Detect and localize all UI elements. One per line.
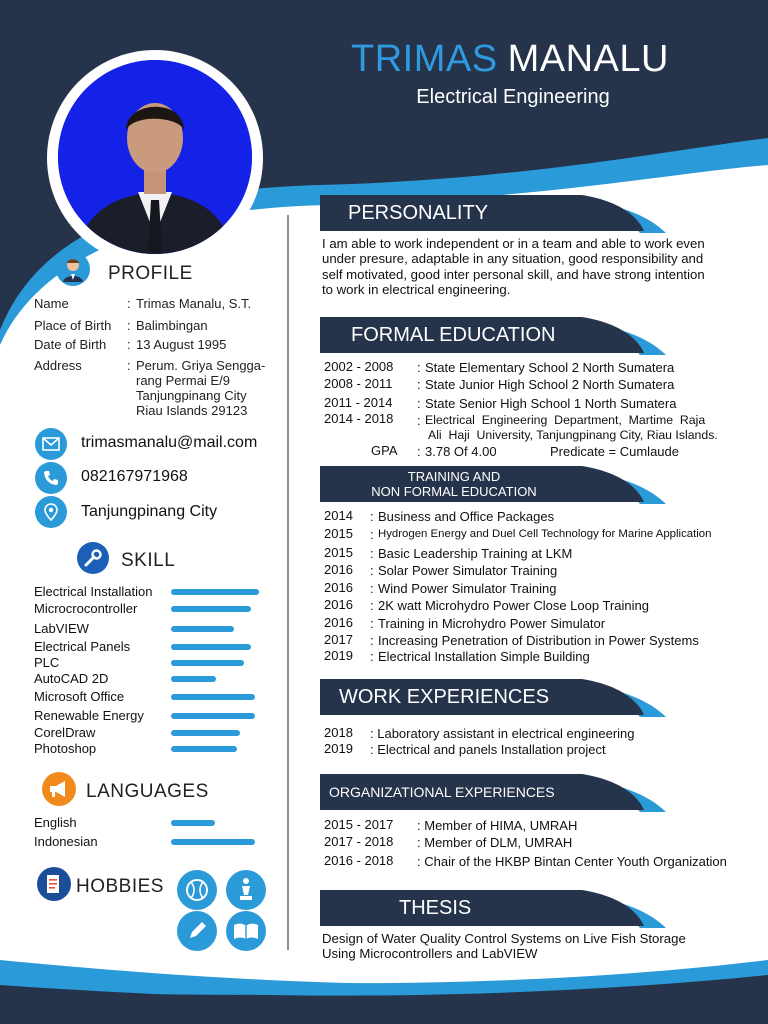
training-year: 2016 xyxy=(324,562,353,577)
training-heading-line: NON FORMAL EDUCATION xyxy=(371,484,537,499)
education-school-line2: Ali Haji University, Tanjungpinang City, Riau Islands. xyxy=(428,428,718,442)
personality-line: I am able to work independent or in a team and able to work even xyxy=(322,236,705,251)
profile-value-address-line: rang Permai E/9 xyxy=(136,373,230,388)
training-colon: : xyxy=(370,581,374,596)
location-pin-icon xyxy=(35,496,67,528)
org-years: 2016 - 2018 xyxy=(324,853,394,868)
personality-line: self motivated, good inter personal skill, and have strong intention xyxy=(322,266,705,282)
education-school: Electrical Engineering Department, Martime Raja xyxy=(425,413,706,427)
user-icon xyxy=(56,252,90,286)
organizational-heading: ORGANIZATIONAL EXPERIENCES xyxy=(329,784,555,800)
language-label: Indonesian xyxy=(34,834,98,849)
training-colon: : xyxy=(370,527,374,542)
last-name: MANALU xyxy=(507,38,669,80)
profile-value-address-line: Tanjungpinang City xyxy=(136,388,247,403)
skill-label: Electrical Panels xyxy=(34,639,131,654)
profile-value-birthplace: Balimbingan xyxy=(136,318,208,333)
skill-level-bar xyxy=(171,589,259,595)
profile-colon: : xyxy=(127,358,131,373)
personality-line: under presure, adaptable in any situation, good responsibility and xyxy=(322,251,704,267)
education-colon: : xyxy=(417,396,421,411)
org-years: 2015 - 2017 xyxy=(324,817,394,832)
skill-level-bar xyxy=(171,694,255,700)
training-colon: : xyxy=(370,649,374,664)
org-text: Member of DLM, UMRAH xyxy=(424,835,573,850)
personality-text xyxy=(322,236,705,298)
org-text: Member of HIMA, UMRAH xyxy=(424,818,578,833)
org-item: : Member of DLM, UMRAH xyxy=(417,835,573,850)
work-text: Laboratory assistant in electrical engineering xyxy=(377,726,635,741)
training-item: Solar Power Simulator Training xyxy=(378,563,558,578)
profile-colon: : xyxy=(127,318,131,333)
org-item: : Member of HIMA, UMRAH xyxy=(417,818,578,833)
skill-label: Microcrocontroller xyxy=(34,601,138,616)
skill-label: Renewable Energy xyxy=(34,708,144,723)
profile-value-address-line: Perum. Griya Sengga- xyxy=(136,358,266,373)
formal-education-heading: FORMAL EDUCATION xyxy=(351,323,556,346)
training-year: 2015 xyxy=(324,545,353,560)
email-address[interactable]: trimasmanalu@mail.com xyxy=(81,434,258,451)
education-years: 2014 - 2018 xyxy=(324,411,394,426)
profile-label-address: Address xyxy=(34,358,82,373)
skill-level-bar xyxy=(171,676,216,682)
thesis-line: Using Microcontrollers and LabVIEW xyxy=(322,946,538,962)
training-colon: : xyxy=(370,598,374,613)
profile-heading: PROFILE xyxy=(108,263,193,284)
skill-label: PLC xyxy=(34,655,60,670)
hobbies-heading: HOBBIES xyxy=(76,876,164,897)
work-item: : Electrical and panels Installation project xyxy=(370,742,606,757)
training-year: 2015 xyxy=(324,526,353,541)
skill-level-bar xyxy=(171,626,234,632)
education-school: State Senior High School 1 North Sumatera xyxy=(425,396,677,411)
chess-piece-icon xyxy=(226,870,266,910)
skill-label: Microsoft Office xyxy=(34,689,125,704)
profile-colon: : xyxy=(127,296,131,311)
training-colon: : xyxy=(370,563,374,578)
personality-heading: PERSONALITY xyxy=(348,201,489,224)
profile-label-birthplace: Place of Birth xyxy=(34,318,112,333)
megaphone-icon xyxy=(42,772,76,806)
skill-level-bar xyxy=(171,660,244,666)
document-icon xyxy=(37,867,71,901)
training-year: 2014 xyxy=(324,508,353,523)
education-years: 2011 - 2014 xyxy=(324,395,393,410)
work-item: : Laboratory assistant in electrical engineering xyxy=(370,726,635,741)
training-item: Hydrogen Energy and Duel Cell Technology for Marine Application xyxy=(378,528,712,540)
skill-level-bar xyxy=(171,746,237,752)
gpa-value: 3.78 Of 4.00 xyxy=(425,444,497,459)
work-year: 2019 xyxy=(324,741,353,756)
book-icon xyxy=(226,911,266,951)
email-icon xyxy=(35,428,67,460)
org-years: 2017 - 2018 xyxy=(324,834,394,849)
education-colon: : xyxy=(417,377,421,392)
education-colon: : xyxy=(417,413,421,428)
skill-label: Photoshop xyxy=(34,741,97,756)
education-years: 2002 - 2008 xyxy=(324,359,394,374)
profile-value-birthdate: 13 August 1995 xyxy=(136,337,227,352)
language-level-bar xyxy=(171,820,215,826)
gpa-predicate: Predicate = Cumlaude xyxy=(550,444,679,459)
column-divider xyxy=(287,215,289,950)
skill-level-bar xyxy=(171,644,251,650)
first-name: TRIMAS xyxy=(351,38,498,80)
training-heading xyxy=(320,466,588,502)
org-text: Chair of the HKBP Bintan Center Youth Organization xyxy=(424,854,727,869)
profession-subtitle: Electrical Engineering xyxy=(416,86,610,108)
profile-photo xyxy=(58,60,252,254)
language-level-bar xyxy=(171,839,255,845)
training-colon: : xyxy=(370,509,374,524)
profile-label-birthdate: Date of Birth xyxy=(34,337,107,352)
education-colon: : xyxy=(417,360,421,375)
pencil-icon xyxy=(177,911,217,951)
phone-icon xyxy=(35,462,67,494)
skill-label: AutoCAD 2D xyxy=(34,671,109,686)
work-year: 2018 xyxy=(324,725,353,740)
skill-level-bar xyxy=(171,606,251,612)
languages-heading: LANGUAGES xyxy=(86,781,209,802)
training-item: Business and Office Packages xyxy=(378,509,555,524)
training-year: 2016 xyxy=(324,597,353,612)
thesis-heading: THESIS xyxy=(399,896,472,919)
language-label: English xyxy=(34,815,77,830)
training-item: Electrical Installation Simple Building xyxy=(378,649,590,664)
personality-line: to work in electrical engineering. xyxy=(322,282,511,298)
training-year: 2016 xyxy=(324,580,353,595)
skill-label: CorelDraw xyxy=(34,725,96,740)
phone-number[interactable]: 082167971968 xyxy=(81,468,188,485)
gpa-label: GPA xyxy=(371,443,398,458)
training-year: 2019 xyxy=(324,648,353,663)
thesis-text xyxy=(322,931,686,962)
profile-colon: : xyxy=(127,337,131,352)
training-colon: : xyxy=(370,633,374,648)
profile-value-address-line: Riau Islands 29123 xyxy=(136,403,248,418)
skill-label: LabVIEW xyxy=(34,621,89,636)
profile-label-name: Name xyxy=(34,296,69,311)
skill-level-bar xyxy=(171,730,240,736)
candidate-name xyxy=(300,38,720,81)
profile-value-name: Trimas Manalu, S.T. xyxy=(136,296,252,311)
gpa-colon: : xyxy=(417,444,421,459)
location-text: Tanjungpinang City xyxy=(81,503,218,520)
training-colon: : xyxy=(370,616,374,631)
thesis-line: Design of Water Quality Control Systems on Live Fish Storage xyxy=(322,931,686,946)
training-item: Training in Microhydro Power Simulator xyxy=(378,616,606,631)
training-item: Wind Power Simulator Training xyxy=(378,581,557,596)
wrench-icon xyxy=(77,542,109,574)
training-item: Basic Leadership Training at LKM xyxy=(378,546,573,561)
skill-heading: SKILL xyxy=(121,550,176,571)
work-heading: WORK EXPERIENCES xyxy=(339,685,550,708)
org-item: : Chair of the HKBP Bintan Center Youth Organization xyxy=(417,854,727,869)
baseball-icon xyxy=(177,870,217,910)
training-item: 2K watt Microhydro Power Close Loop Training xyxy=(378,598,649,613)
work-text: Electrical and panels Installation project xyxy=(377,742,606,757)
education-school: State Elementary School 2 North Sumatera xyxy=(425,360,675,375)
training-heading-line: TRAINING AND xyxy=(407,469,501,484)
education-school: State Junior High School 2 North Sumatera xyxy=(425,377,675,392)
training-year: 2017 xyxy=(324,632,353,647)
training-item: Increasing Penetration of Distribution in Power Systems xyxy=(378,633,699,648)
skill-label: Electrical Installation xyxy=(34,584,153,599)
skill-level-bar xyxy=(171,713,255,719)
training-colon: : xyxy=(370,546,374,561)
education-years: 2008 - 2011 xyxy=(324,376,393,391)
training-year: 2016 xyxy=(324,615,353,630)
